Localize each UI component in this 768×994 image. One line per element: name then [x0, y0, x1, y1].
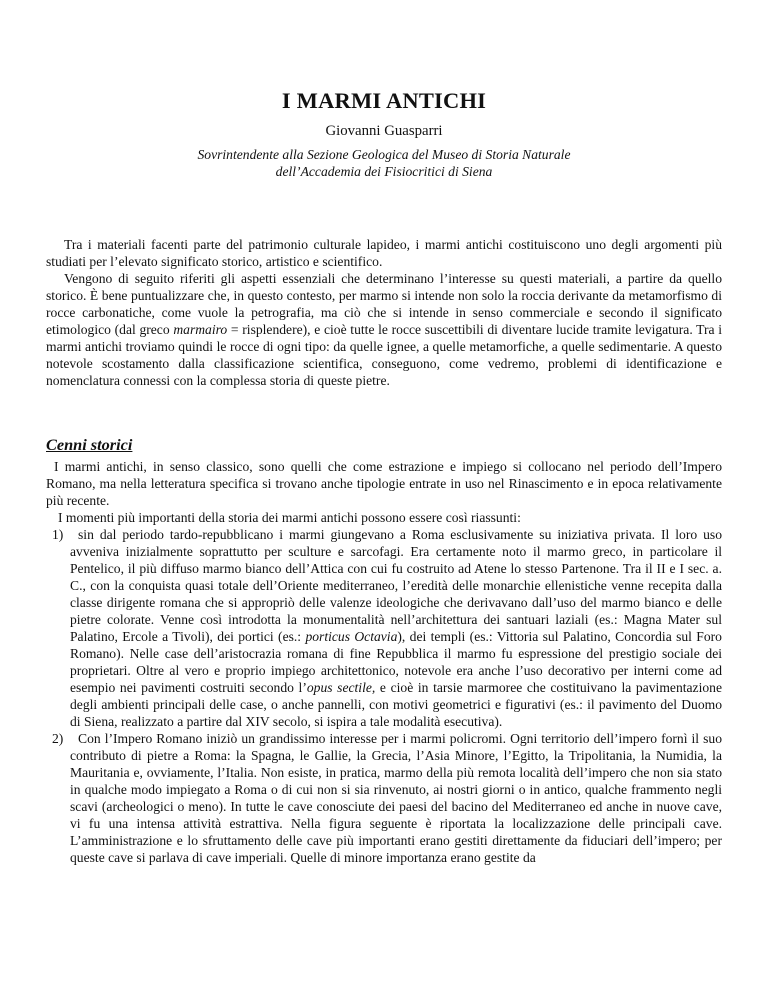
- history-paragraph-2: I momenti più importanti della storia dei marmi antichi possono essere così riassunti:: [58, 510, 521, 525]
- latin-term-opus-sectile: opus sectile,: [306, 680, 376, 695]
- intro-paragraph-1: Tra i materiali facenti parte del patrimonio culturale lapideo, i marmi antichi costituiscono uno degli argomenti più studiati per l’elevato significato storico, artistico e scientifico.: [46, 237, 722, 269]
- list-item-1-part-b: ), dei templi (es.: Vittoria sul Palatino, Concordia sul Foro Romano). Nelle case dell’aristocrazia romana di fine Repubblica il marmo fu espressione del prestigio sociale dei proprietari. Oltre al vero e proprio impiego architettonico, notevole era anche l’uso decorativo per interni come ad esempio nei pavimenti costruiti secondo l’: [70, 629, 722, 695]
- list-item-1-part-c: e cioè in tarsie marmoree che costituivano la pavimentazione degli ambienti principali delle case, o anche pannelli, con motivi geometrici e figurativi (es.: il pavimento del Duomo di Siena, realizzato a partire dal XIV secolo, si ispira a tale modalità esecutiva).: [70, 680, 722, 729]
- author-name: Giovanni Guasparri: [325, 123, 443, 139]
- etymology-term: marmairo: [173, 322, 228, 337]
- intro-paragraph-2-part-b: = risplendere), e cioè tutte le rocce suscettibili di diventare lucide tramite levigatura. Tra i marmi antichi troviamo quindi le rocce di ogni tipo: da quelle ignee, a quelle metamorfiche, a quelle sedimentarie. A questo notevole scostamento dalla classificazione scientifica, conseguono, come vedremo, problemi di identificazione e nomenclatura connessi con la complessa storia di queste pietre.: [46, 322, 723, 388]
- list-item-number: 1): [52, 527, 64, 542]
- history-paragraph-1: I marmi antichi, in senso classico, sono quelli che come estrazione e impiego si collocano nel periodo dell’Impero Romano, ma nella letteratura specifica si trovano anche tipologie entrate in uso nel Rinascimento e in epoca relativamente più recente.: [46, 459, 722, 508]
- latin-term-porticus: porticus Octavia: [305, 629, 398, 644]
- document-title: I MARMI ANTICHI: [281, 88, 487, 113]
- list-item: [46, 526, 722, 730]
- affiliation-line-1: Sovrintendente alla Sezione Geologica del Museo di Storia Naturale: [197, 147, 571, 162]
- list-item: [46, 730, 722, 866]
- intro-paragraph-2: [46, 270, 722, 389]
- intro-section: [46, 236, 722, 389]
- section-heading: Cenni storici: [46, 435, 133, 454]
- author-affiliation: [0, 146, 768, 180]
- list-item-1-part-a: sin dal periodo tardo-repubblicano i marmi giungevano a Roma esclusivamente su iniziativa privata. Il loro uso avveniva inizialmente soprattutto per sculture e sarcofagi. Era certamente noto il marmo greco, in particolare il Pentelico, il più diffuso marmo bianco dell’Attica con cui fu costruito ad Atene lo stesso Partenone. Tra il II e I sec. a. C., con la conquista quasi totale dell’Oriente mediterraneo, l’eredità delle monarchie ellenistiche venne recepita dalla classe dirigente romana che si appropriò delle valenze ideologiche che derivavano dall’uso del marmo bianco e delle pietre colorate. Venne così introdotta la monumentalità nell’architettura dei santuari laziali (es.: Magna Mater sul Palatino, Ercole a Tivoli), dei portici (es.:: [70, 527, 722, 644]
- affiliation-line-2: dell’Accademia dei Fisiocritici di Siena: [275, 164, 493, 179]
- list-item-text: Con l’Impero Romano iniziò un grandissimo interesse per i marmi policromi. Ogni territorio dell’impero fornì il suo contributo di pietre a Roma: la Spagna, le Gallie, la Grecia, l’Asia Minore, l’Egitto, la Tripolitania, la Numidia, la Mauritania e, ovviamente, l’Italia. Non esiste, in pratica, marmo della più remota località dell’impero che non sia stato in qualche modo impiegato a Roma o di cui non si sia rinvenuto, ai nostri giorni o in antico, qualche frammento negli scavi (archeologici o meno). In tutte le cave conosciute dei paesi del bacino del Mediterraneo ed anche in nuove cave, vi fu una intensa attività estrattiva. Nella figura seguente è riportata la localizzazione delle principali cave. L’amministrazione e lo sfruttamento delle cave più importanti erano gestiti direttamente da fiduciari dell’impero; per queste cave si parlava di cave imperiali. Quelle di minore importanza erano gestite da: [70, 731, 722, 865]
- list-item-text: [70, 526, 722, 730]
- history-section: [46, 458, 722, 866]
- list-item-number: 2): [52, 731, 64, 746]
- intro-paragraph-2-part-a: Vengono di seguito riferiti gli aspetti essenziali che determinano l’interesse su questi materiali, a partire da quello storico. È bene puntualizzare che, in questo contesto, per marmo si intende non solo la roccia derivante da metamorfismo di rocce carbonatiche, come vuole la petrografia, ma ciò che si intende in senso commerciale e secondo il significato etimologico (dal greco: [46, 271, 722, 337]
